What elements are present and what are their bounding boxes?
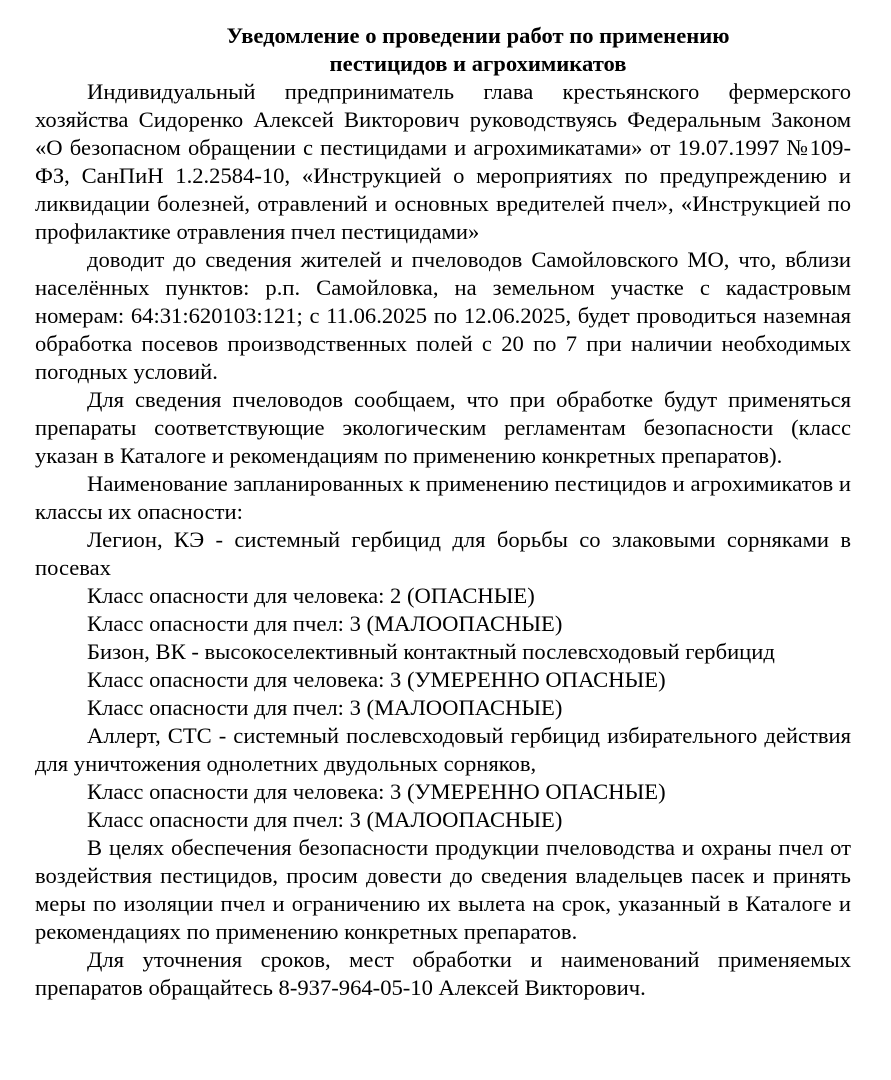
paragraph-safety-request: В целях обеспечения безопасности продукции пчеловодства и охраны пчел от воздействия пестицидов, просим довести до сведения владельцев пасек и принять меры по изоляции пчел и ограничению их вылета на срок, указанный в Каталоге и рекомендациях по применению конкретных препаратов. — [35, 835, 851, 944]
product-human-hazard-class: Класс опасности для человека: 3 (УМЕРЕННО ОПАСНЫЕ) — [87, 779, 666, 804]
paragraph-beekeepers-info: Для сведения пчеловодов сообщаем, что при обработке будут применяться препараты соответствующие экологическим регламентам безопасности (класс указан в Каталоге и рекомендациям по применению конкретных препаратов). — [35, 387, 851, 468]
paragraph-contact: Для уточнения сроков, мест обработки и наименований применяемых препаратов обращайтесь 8-937-964-05-10 Алексей Викторович. — [35, 947, 851, 1000]
product-name: Аллерт, СТС - системный послевсходовый гербицид избирательного действия для уничтожения однолетних двудольных сорняков, — [35, 723, 851, 776]
notice-document — [35, 22, 851, 1002]
product-bee-hazard-class: Класс опасности для пчел: 3 (МАЛООПАСНЫЕ) — [87, 611, 563, 636]
title-line-1: Уведомление о проведении работ по применению — [226, 23, 730, 48]
product-name: Легион, КЭ - системный гербицид для борьбы со злаковыми сорняками в посевах — [35, 527, 851, 580]
product-name: Бизон, ВК - высокоселективный контактный послевсходовый гербицид — [87, 639, 775, 664]
notice-title — [35, 22, 851, 78]
product-human-hazard-class: Класс опасности для человека: 2 (ОПАСНЫЕ) — [87, 583, 535, 608]
product-bee-hazard-class: Класс опасности для пчел: 3 (МАЛООПАСНЫЕ) — [87, 695, 563, 720]
product-bee-hazard-class: Класс опасности для пчел: 3 (МАЛООПАСНЫЕ) — [87, 807, 563, 832]
paragraph-intro: Индивидуальный предприниматель глава крестьянского фермерского хозяйства Сидоренко Алексей Викторович руководствуясь Федеральным Законом «О безопасном обращении с пестицидами и агрохимикатами» от 19.07.1997 №109-ФЗ, СанПиН 1.2.2584-10, «Инструкцией о мероприятиях по предупреждению и ликвидации болезней, отравлений и основных вредителей пчел», «Инструкцией по профилактике отравления пчел пестицидами» — [35, 79, 851, 244]
product-human-hazard-class: Класс опасности для человека: 3 (УМЕРЕННО ОПАСНЫЕ) — [87, 667, 666, 692]
paragraph-products-heading: Наименование запланированных к применению пестицидов и агрохимикатов и классы их опасности: — [35, 471, 851, 524]
paragraph-announcement: доводит до сведения жителей и пчеловодов Самойловского МО, что, вблизи населённых пунктов: р.п. Самойловка, на земельном участке с кадастровым номерам: 64:31:620103:121; с 11.06.2025 по 12.06.2025, будет проводиться наземная обработка посевов производственных полей с 20 по 7 при наличии необходимых погодных условий. — [35, 247, 851, 384]
title-line-2: пестицидов и агрохимикатов — [329, 51, 627, 76]
